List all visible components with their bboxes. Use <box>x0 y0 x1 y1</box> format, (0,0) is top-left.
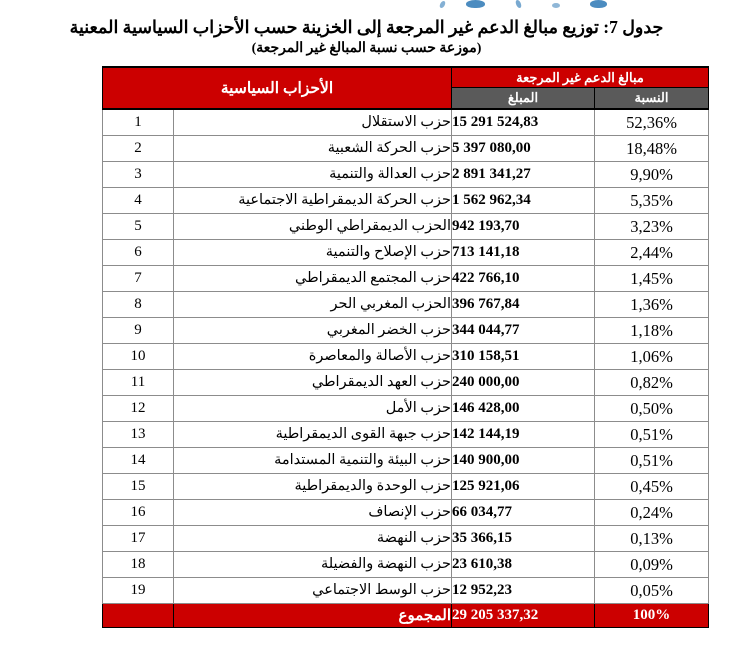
cell-index: 5 <box>102 214 173 240</box>
cell-index: 6 <box>102 240 173 266</box>
cell-amount: 5 397 080,00 <box>452 136 595 162</box>
cell-party-name: الحزب المغربي الحر <box>174 292 452 318</box>
cell-party-name: حزب النهضة <box>174 526 452 552</box>
table-body <box>102 109 708 628</box>
cell-index: 10 <box>102 344 173 370</box>
cell-amount: 66 034,77 <box>452 500 595 526</box>
cell-amount: 15 291 524,83 <box>452 109 595 136</box>
support-distribution-table <box>102 66 709 628</box>
cell-index: 3 <box>102 162 173 188</box>
table-row <box>102 214 708 240</box>
cell-party-name: حزب الإصلاح والتنمية <box>174 240 452 266</box>
page-top-artifact <box>430 0 615 9</box>
total-percentage: 100% <box>595 604 709 628</box>
cell-party-name: حزب الاستقلال <box>174 109 452 136</box>
table-row <box>102 266 708 292</box>
cell-percentage: 0,05% <box>595 578 709 604</box>
cell-party-name: حزب الأصالة والمعاصرة <box>174 344 452 370</box>
total-label: المجموع <box>174 604 452 628</box>
cell-percentage: 0,45% <box>595 474 709 500</box>
cell-index: 17 <box>102 526 173 552</box>
cell-party-name: الحزب الديمقراطي الوطني <box>174 214 452 240</box>
cell-index: 13 <box>102 422 173 448</box>
column-header-political-parties: الأحزاب السياسية <box>102 67 451 109</box>
cell-amount: 12 952,23 <box>452 578 595 604</box>
cell-party-name: حزب المجتمع الديمقراطي <box>174 266 452 292</box>
cell-amount: 23 610,38 <box>452 552 595 578</box>
cell-index: 8 <box>102 292 173 318</box>
table-row <box>102 370 708 396</box>
table-row <box>102 422 708 448</box>
cell-percentage: 0,51% <box>595 448 709 474</box>
cell-percentage: 5,35% <box>595 188 709 214</box>
cell-amount: 396 767,84 <box>452 292 595 318</box>
cell-index: 15 <box>102 474 173 500</box>
cell-party-name: حزب الإنصاف <box>174 500 452 526</box>
table-row <box>102 188 708 214</box>
artifact-mark-5 <box>590 0 607 8</box>
table-row <box>102 240 708 266</box>
page-subtitle: (موزعة حسب نسبة المبالغ غير المرجعة) <box>251 41 482 56</box>
cell-percentage: 18,48% <box>595 136 709 162</box>
cell-percentage: 9,90% <box>595 162 709 188</box>
cell-party-name: حزب العدالة والتنمية <box>174 162 452 188</box>
table-row <box>102 344 708 370</box>
cell-party-name: حزب الحركة الديمقراطية الاجتماعية <box>174 188 452 214</box>
cell-percentage: 0,24% <box>595 500 709 526</box>
cell-percentage: 2,44% <box>595 240 709 266</box>
table-row <box>102 448 708 474</box>
cell-amount: 310 158,51 <box>452 344 595 370</box>
cell-amount: 942 193,70 <box>452 214 595 240</box>
cell-index: 1 <box>102 109 173 136</box>
cell-percentage: 52,36% <box>595 109 709 136</box>
column-header-percentage: النسبة <box>595 88 709 110</box>
total-amount: 29 205 337,32 <box>452 604 595 628</box>
cell-party-name: حزب الوسط الاجتماعي <box>174 578 452 604</box>
cell-percentage: 1,45% <box>595 266 709 292</box>
table-row <box>102 292 708 318</box>
cell-party-name: حزب الخضر المغربي <box>174 318 452 344</box>
cell-index: 7 <box>102 266 173 292</box>
cell-party-name: حزب البيئة والتنمية المستدامة <box>174 448 452 474</box>
cell-amount: 125 921,06 <box>452 474 595 500</box>
table-row <box>102 474 708 500</box>
page-title: جدول 7: توزيع مبالغ الدعم غير المرجعة إلى الخزينة حسب الأحزاب السياسية المعنية <box>69 17 664 37</box>
cell-index: 18 <box>102 552 173 578</box>
cell-party-name: حزب الحركة الشعبية <box>174 136 452 162</box>
cell-index: 19 <box>102 578 173 604</box>
table-header <box>102 67 708 109</box>
cell-percentage: 0,82% <box>595 370 709 396</box>
table-row <box>102 500 708 526</box>
table-row <box>102 162 708 188</box>
cell-amount: 240 000,00 <box>452 370 595 396</box>
table-header-row-group <box>102 67 708 88</box>
cell-percentage: 1,18% <box>595 318 709 344</box>
cell-percentage: 3,23% <box>595 214 709 240</box>
cell-party-name: حزب النهضة والفضيلة <box>174 552 452 578</box>
artifact-mark-3 <box>515 0 522 8</box>
cell-percentage: 1,06% <box>595 344 709 370</box>
cell-amount: 422 766,10 <box>452 266 595 292</box>
table-row <box>102 109 708 136</box>
artifact-mark-4 <box>552 3 560 8</box>
table-row <box>102 526 708 552</box>
table-total-row <box>102 604 708 628</box>
cell-amount: 140 900,00 <box>452 448 595 474</box>
cell-amount: 344 044,77 <box>452 318 595 344</box>
cell-amount: 142 144,19 <box>452 422 595 448</box>
cell-percentage: 0,09% <box>595 552 709 578</box>
table-container <box>103 66 709 628</box>
cell-amount: 2 891 341,27 <box>452 162 595 188</box>
column-header-amount: المبلغ <box>452 88 595 110</box>
cell-amount: 1 562 962,34 <box>452 188 595 214</box>
table-row <box>102 396 708 422</box>
cell-percentage: 0,50% <box>595 396 709 422</box>
cell-percentage: 0,13% <box>595 526 709 552</box>
cell-index: 16 <box>102 500 173 526</box>
table-row <box>102 318 708 344</box>
cell-percentage: 1,36% <box>595 292 709 318</box>
cell-party-name: حزب العهد الديمقراطي <box>174 370 452 396</box>
cell-amount: 35 366,15 <box>452 526 595 552</box>
artifact-mark-1 <box>439 1 446 8</box>
artifact-mark-2 <box>466 0 485 8</box>
cell-amount: 146 428,00 <box>452 396 595 422</box>
cell-index: 2 <box>102 136 173 162</box>
table-row <box>102 578 708 604</box>
title-block <box>0 16 733 58</box>
table-row <box>102 136 708 162</box>
cell-party-name: حزب الوحدة والديمقراطية <box>174 474 452 500</box>
cell-party-name: حزب جبهة القوى الديمقراطية <box>174 422 452 448</box>
cell-index: 11 <box>102 370 173 396</box>
cell-amount: 713 141,18 <box>452 240 595 266</box>
cell-percentage: 0,51% <box>595 422 709 448</box>
group-header-unreturned-support: مبالغ الدعم غير المرجعة <box>452 67 709 88</box>
cell-index: 9 <box>102 318 173 344</box>
cell-index: 12 <box>102 396 173 422</box>
cell-party-name: حزب الأمل <box>174 396 452 422</box>
table-row <box>102 552 708 578</box>
cell-index: 4 <box>102 188 173 214</box>
cell-index: 14 <box>102 448 173 474</box>
total-index <box>102 604 173 628</box>
